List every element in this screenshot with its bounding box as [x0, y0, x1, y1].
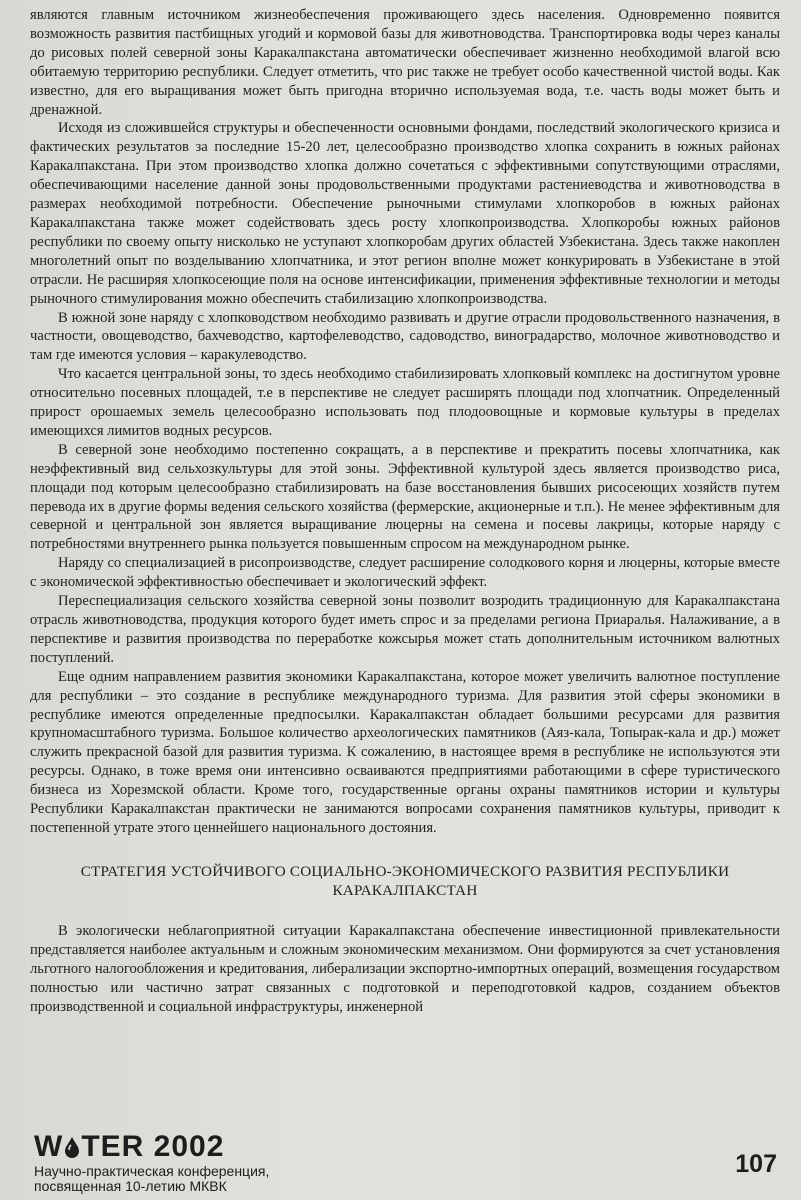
body-text — [30, 6, 780, 1016]
paragraph: Еще одним направлением развития экономики Каракалпакстана, которое может увеличить валютное поступление для республики – это создание в республике международного туризма. Для развития этой сферы экономики в республике имеются определенные предпосылки. Каракалпакстан обладает большими ресурсами для развития крупномасштабного туризма. Большое количество археологических памятников (Аяз-кала, Топырак-кала и др.) может служить прекрасной базой для развития туризма. К сожалению, в настоящее время в республике не используются эти ресурсы. Однако, в тоже время они интенсивно осваиваются предприятиями работающими в сфере туристического бизнеса из Хорезмской области. Кроме того, государственные органы охраны памятников истории и культуры Республики Каракалпакстан практически не занимаются вопросами сохранения памятников культуры, приводит к постепенной утрате этого ценнейшего национального достояния. — [30, 668, 780, 836]
logo-letter-w: W — [34, 1130, 64, 1163]
paragraph: Исходя из сложившейся структуры и обеспеченности основными фондами, последствий экологического кризиса и фактических результатов за последние 15-20 лет, целесообразно производство хлопка сохранить в южных районах Каракалпакстана. При этом производство хлопка должно сочетаться с эффективными сопутствующими отраслями, обеспечивающими население данной зоны продовольственными продуктами растениеводства и животноводства в размерах необходимой потребности. Обеспечение рыночными стимулами хлопкоробов в южных районах Каракалпакстана также может содействовать здесь росту хлопкопроизводства. Хлопкоробы южных районов республики по своему опыту нисколько не уступают хлопкоробам других областей Узбекистана. Здесь также накоплен многолетний опыт по возделыванию хлопчатника, и этот регион вполне может конкурировать в Узбекистане в этой отрасли. Не расширяя хлопкосеющие поля на основе интенсификации, применения эффективные технологии и методы рыночного стимулирования можно обеспечить стабилизацию хлопкопроизводства. — [30, 120, 780, 307]
water-2002-logo — [34, 1132, 224, 1162]
conference-subtitle — [34, 1164, 269, 1194]
paragraph: В южной зоне наряду с хлопководством необходимо развивать и другие отрасли продовольственного назначения, в частности, овощеводство, бахчеводство, картофелеводство, садоводство, виноградарство, молочное животноводство и там где имеются условия – каракулеводство. — [30, 309, 780, 364]
section-title: СТРАТЕГИЯ УСТОЙЧИВОГО СОЦИАЛЬНО-ЭКОНОМИЧЕСКОГО РАЗВИТИЯ РЕСПУБЛИКИ КАРАКАЛПАКСТАН — [80, 862, 730, 899]
conference-subtitle-line1: Научно-практическая конференция, — [34, 1163, 270, 1179]
water-drop-icon — [64, 1136, 80, 1158]
paragraph: Что касается центральной зоны, то здесь необходимо стабилизировать хлопковый комплекс на достигнутом уровне относительно посевных площадей, т.е в перспективе не следует расширять площади под хлопчатник. Определенный прирост орошаемых земель целесообразно использовать под плодоовощные и кормовые культуры в пределах имеющихся лимитов водных ресурсов. — [30, 366, 780, 439]
paragraph: являются главным источником жизнеобеспечения проживающего здесь населения. Одновременно появится возможность развития пастбищных угодий и кормовой базы для животноводства. Транспортировка воды через каналы до рисовых полей северной зоны Каракалпакстана автоматически обеспечивает жизненно необходимой влагой всю обитаемую территорию республики. Следует отметить, что рис также не требует особо качественной чистой воды. Как известно, для его выращивания может быть пригодна вторично используемая вода, т.е. часть воды может быть и дренажной. — [30, 7, 780, 118]
page-number: 107 — [735, 1150, 777, 1178]
paragraph: Наряду со специализацией в рисопроизводстве, следует расширение солодкового корня и люцерны, которые вместе с экономической эффективностью обеспечивает и экологический эффект. — [30, 555, 780, 591]
conference-subtitle-line2: посвященная 10-летию МКВК — [34, 1178, 227, 1194]
paragraph: В северной зоне необходимо постепенно сокращать, а в перспективе и прекратить посевы хлопчатника, как неэффективный вид сельхозкультуры для этой зоны. Эффективной культурой здесь является производство риса, площади под которым целесообразно стабилизировать на базе восстановления бывших рисосеющих хозяйств путем перевода их в другие формы ведения сельского хозяйства (фермерские, акционерные и т.п.). Не менее эффективным для северной и центральной зон является выращивание люцерны на семена и посевы лакрицы, которые наряду с потребностями внутреннего рынка пользуется повышенным спросом на международном рынке. — [30, 441, 780, 553]
paragraph: В экологически неблагоприятной ситуации Каракалпакстана обеспечение инвестиционной привлекательности представляется наиболее актуальным и сложным экономическим механизмом. Они формируются за счет установления льготного налогообложения и кредитования, либерализации экспортно-импортных операций, возмещения государством полностью или частично затрат связанных с подготовкой и переподготовкой кадров, созданием объектов производственной и социальной инфраструктуры, инженерной — [30, 922, 780, 1015]
paragraph: Переспециализация сельского хозяйства северной зоны позволит возродить традиционную для Каракалпакстана отрасль животноводства, продукция которого будет иметь спрос и за пределами региона Приаралья. Налаживание, а в перспективе и развития производства по переработке кожсырья может стать дополнительным источником валютных поступлений. — [30, 593, 780, 666]
logo-text: TER 2002 — [81, 1130, 225, 1163]
